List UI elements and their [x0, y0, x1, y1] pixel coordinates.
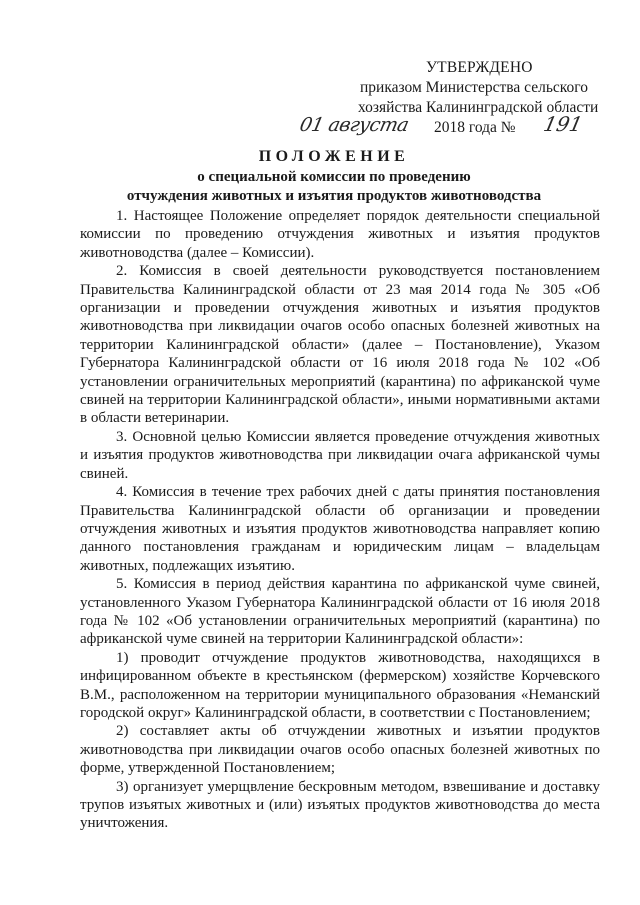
handwritten-order-number: 191	[541, 112, 585, 136]
approval-date-row	[297, 112, 600, 144]
approval-title: УТВЕРЖДЕНО	[426, 59, 533, 76]
approval-year-text: 2018 года №	[434, 119, 516, 136]
document-heading	[60, 146, 608, 206]
document-title: ПОЛОЖЕНИЕ	[258, 148, 410, 165]
approval-stamp	[360, 58, 600, 118]
paragraph-3: 3. Основной целью Комиссии является проведение отчуждения животных и изъятия продуктов животноводства при ликвидации очага африканской чумы свиней.	[80, 428, 600, 482]
approval-order-line: приказом Министерства сельского	[360, 79, 589, 96]
list-item-2: 2) составляет акты об отчуждении животных и изъятии продуктов животноводства при ликвидации очагов особо опасных болезней животных по форме, утвержденной Постановлением;	[80, 723, 600, 777]
document-subtitle-line-1: о специальной комиссии по проведению	[197, 169, 471, 185]
paragraph-4: 4. Комиссия в течение трех рабочих дней с даты принятия постановления Правительства Калининградской области об организации и проведении отчуждения животных и изъятия продуктов животноводства направляет копию данного постановления гражданам и юридическим лицам – владельцам животных, подлежащих изъятию.	[80, 484, 600, 574]
document-body	[80, 207, 600, 833]
paragraph-2: 2. Комиссия в своей деятельности руководствуется постановлением Правительства Калининградской области от 23 мая 2014 года № 305 «Об организации и проведении отчуждения животных и изъятия продуктов животноводства при ликвидации очагов особо опасных болезней животных на территории Калининградской области» (далее – Постановление), Указом Губернатора Калининградской области от 16 июля 2018 года № 102 «Об установлении ограничительных мероприятий (карантина) по африканской чуме свиней на территории Калининградской области», иными нормативными актами в области ветеринарии.	[80, 263, 600, 427]
paragraph-1: 1. Настоящее Положение определяет порядок деятельности специальной комиссии по проведению отчуждения животных и изъятия продуктов животноводства (далее – Комиссии).	[80, 208, 600, 261]
handwritten-date: 01 августа	[297, 114, 411, 136]
paragraph-5: 5. Комиссия в период действия карантина по африканской чуме свиней, установленного Указом Губернатора Калининградской области от 16 июля 2018 года № 102 «Об установлении ограничительных мероприятий (карантина) по африканской чуме свиней на территории Калининградской области»:	[80, 576, 600, 648]
list-item-1: 1) проводит отчуждение продуктов животноводства, находящихся в инфицированном объекте в крестьянском (фермерском) хозяйстве Корчевского В.М., расположенном на территории муниципального образования «Неманский городской округ» Калининградской области, в соответствии с Постановлением;	[80, 649, 600, 721]
document-subtitle-line-2: отчуждения животных и изъятия продуктов животноводства	[126, 188, 542, 204]
list-item-3: 3) организует умерщвление бескровным методом, взвешивание и доставку трупов изъятых животных и (или) изъятых продуктов животноводства до места уничтожения.	[80, 778, 600, 832]
approval-ministry-line: хозяйства Калининградской области	[358, 99, 599, 116]
